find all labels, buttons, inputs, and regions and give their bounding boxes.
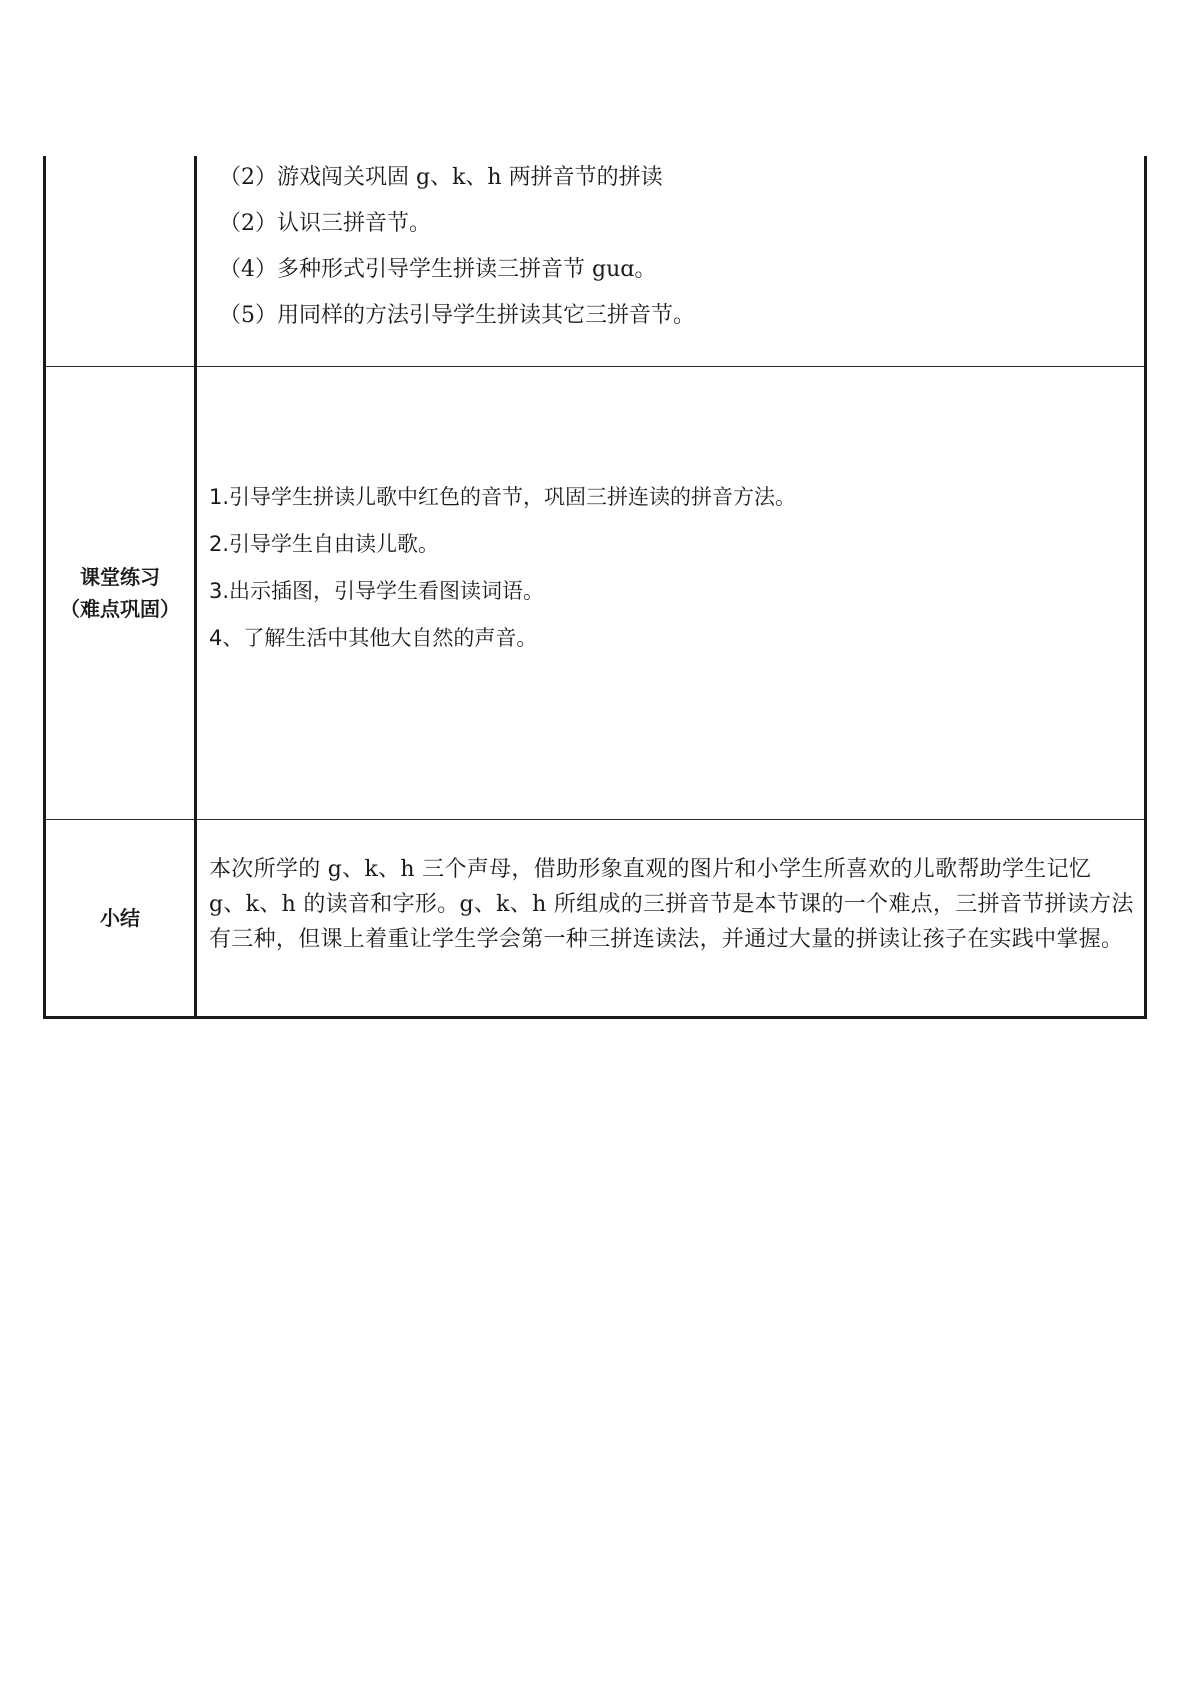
table-row-summary	[45, 820, 1146, 1018]
step-line: （2）游戏闯关巩固 g、k、h 两拼音节的拼读	[219, 165, 663, 190]
exercises-sublabel: （难点巩固）	[60, 597, 180, 621]
table-row-exercises	[45, 367, 1146, 820]
summary-text: 本次所学的 g、k、h 三个声母，借助形象直观的图片和小学生所喜欢的儿歌帮助学生记忆 g、k、h 的读音和字形。g、k、h 所组成的三拼音节是本节课的一个难点，三拼音节拼读方法有三种，但课上着重让学生学会第一种三拼连读法，并通过大量的拼读让孩子在实践中掌握。	[209, 857, 1134, 952]
teaching-steps-cell	[196, 156, 1146, 367]
exercise-line: 2.引导学生自由读儿歌。	[209, 532, 440, 556]
step-line: （5）用同样的方法引导学生拼读其它三拼音节。	[219, 303, 695, 328]
exercise-line: 4、了解生活中其他大自然的声音。	[209, 626, 538, 650]
summary-cell	[196, 820, 1146, 1018]
row-label-empty	[45, 156, 196, 367]
exercises-cell	[196, 367, 1146, 820]
exercises-label-cell	[45, 367, 196, 820]
exercises-label: 课堂练习	[80, 565, 160, 589]
step-line: （4）多种形式引导学生拼读三拼音节 guɑ。	[219, 257, 657, 282]
table-row-teaching-steps	[45, 156, 1146, 367]
exercise-line: 1.引导学生拼读儿歌中红色的音节，巩固三拼连读的拼音方法。	[209, 485, 797, 509]
step-line: （2）认识三拼音节。	[219, 211, 431, 236]
summary-label-cell	[45, 820, 196, 1018]
lesson-plan-table	[43, 156, 1147, 1019]
summary-label: 小结	[100, 906, 140, 930]
exercise-line: 3.出示插图，引导学生看图读词语。	[209, 579, 545, 603]
